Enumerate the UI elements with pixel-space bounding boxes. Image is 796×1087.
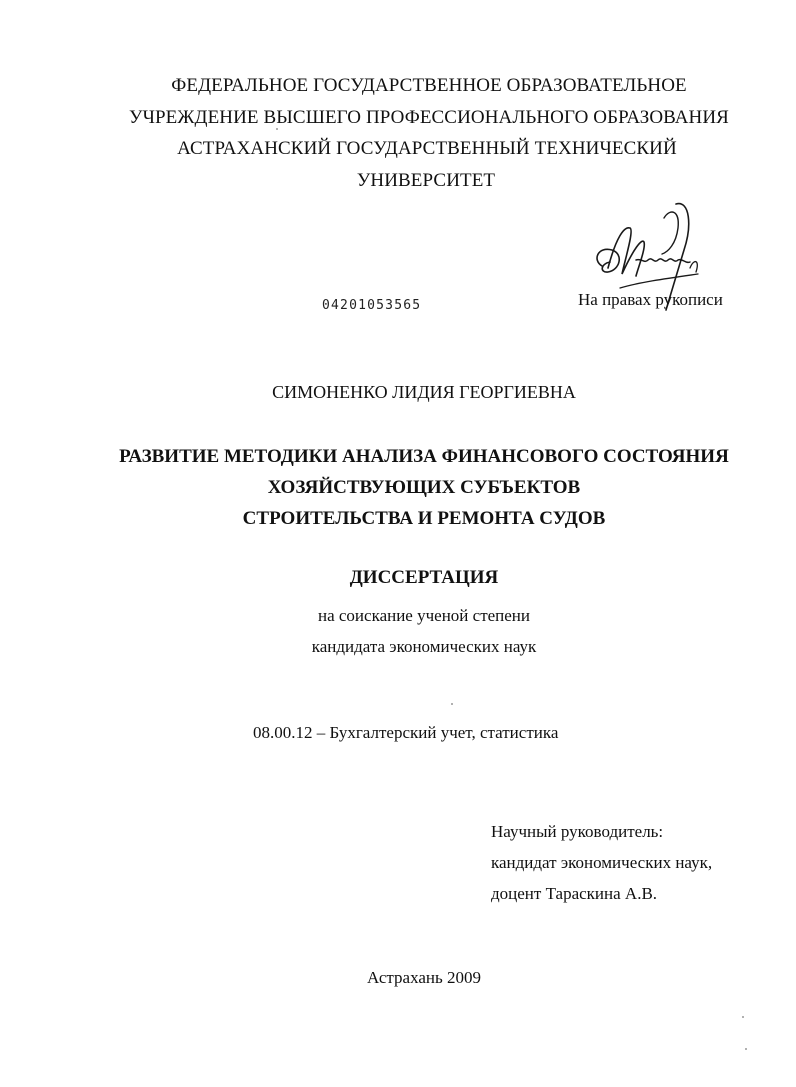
organization-line: ФЕДЕРАЛЬНОЕ ГОСУДАРСТВЕННОЕ ОБРАЗОВАТЕЛЬНОЕ — [171, 75, 687, 96]
title-line: РАЗВИТИЕ МЕТОДИКИ АНАЛИЗА ФИНАНСОВОГО СОСТОЯНИЯ — [119, 446, 729, 467]
supervisor-line: доцент Тараскина А.В. — [491, 884, 658, 903]
scan-speck — [451, 703, 453, 705]
specialty-code: 08.00.12 – Бухгалтерский учет, статистика — [253, 723, 559, 742]
city-year: Астрахань 2009 — [366, 968, 481, 987]
degree-line: на соискание ученой степени — [317, 606, 531, 625]
supervisor-line: кандидат экономических наук, — [491, 853, 713, 872]
author-name: СИМОНЕНКО ЛИДИЯ ГЕОРГИЕВНА — [272, 382, 576, 402]
catalog-number: 04201053565 — [322, 298, 422, 313]
organization-line: УЧРЕЖДЕНИЕ ВЫСШЕГО ПРОФЕССИОНАЛЬНОГО ОБРАЗОВАНИЯ — [129, 106, 729, 128]
degree-statement — [0, 600, 796, 662]
dissertation-title — [0, 441, 796, 534]
organization-line: АСТРАХАНСКИЙ ГОСУДАРСТВЕННЫЙ ТЕХНИЧЕСКИЙ — [177, 138, 677, 159]
scan-speck — [745, 1048, 747, 1050]
document-type: ДИССЕРТАЦИЯ — [349, 567, 499, 588]
title-line: СТРОИТЕЛЬСТВА И РЕМОНТА СУДОВ — [242, 508, 606, 529]
degree-line: кандидата экономических наук — [311, 637, 537, 656]
rights-note: На правах рукописи — [578, 290, 723, 309]
supervisor-line: Научный руководитель: — [491, 822, 664, 841]
scan-speck — [742, 1016, 744, 1018]
organization-line: УНИВЕРСИТЕТ — [356, 169, 496, 191]
organization-header — [0, 70, 796, 196]
supervisor-block — [491, 816, 712, 909]
title-line: ХОЗЯЙСТВУЮЩИХ СУБЪЕКТОВ — [267, 477, 581, 498]
scan-speck — [276, 128, 278, 130]
